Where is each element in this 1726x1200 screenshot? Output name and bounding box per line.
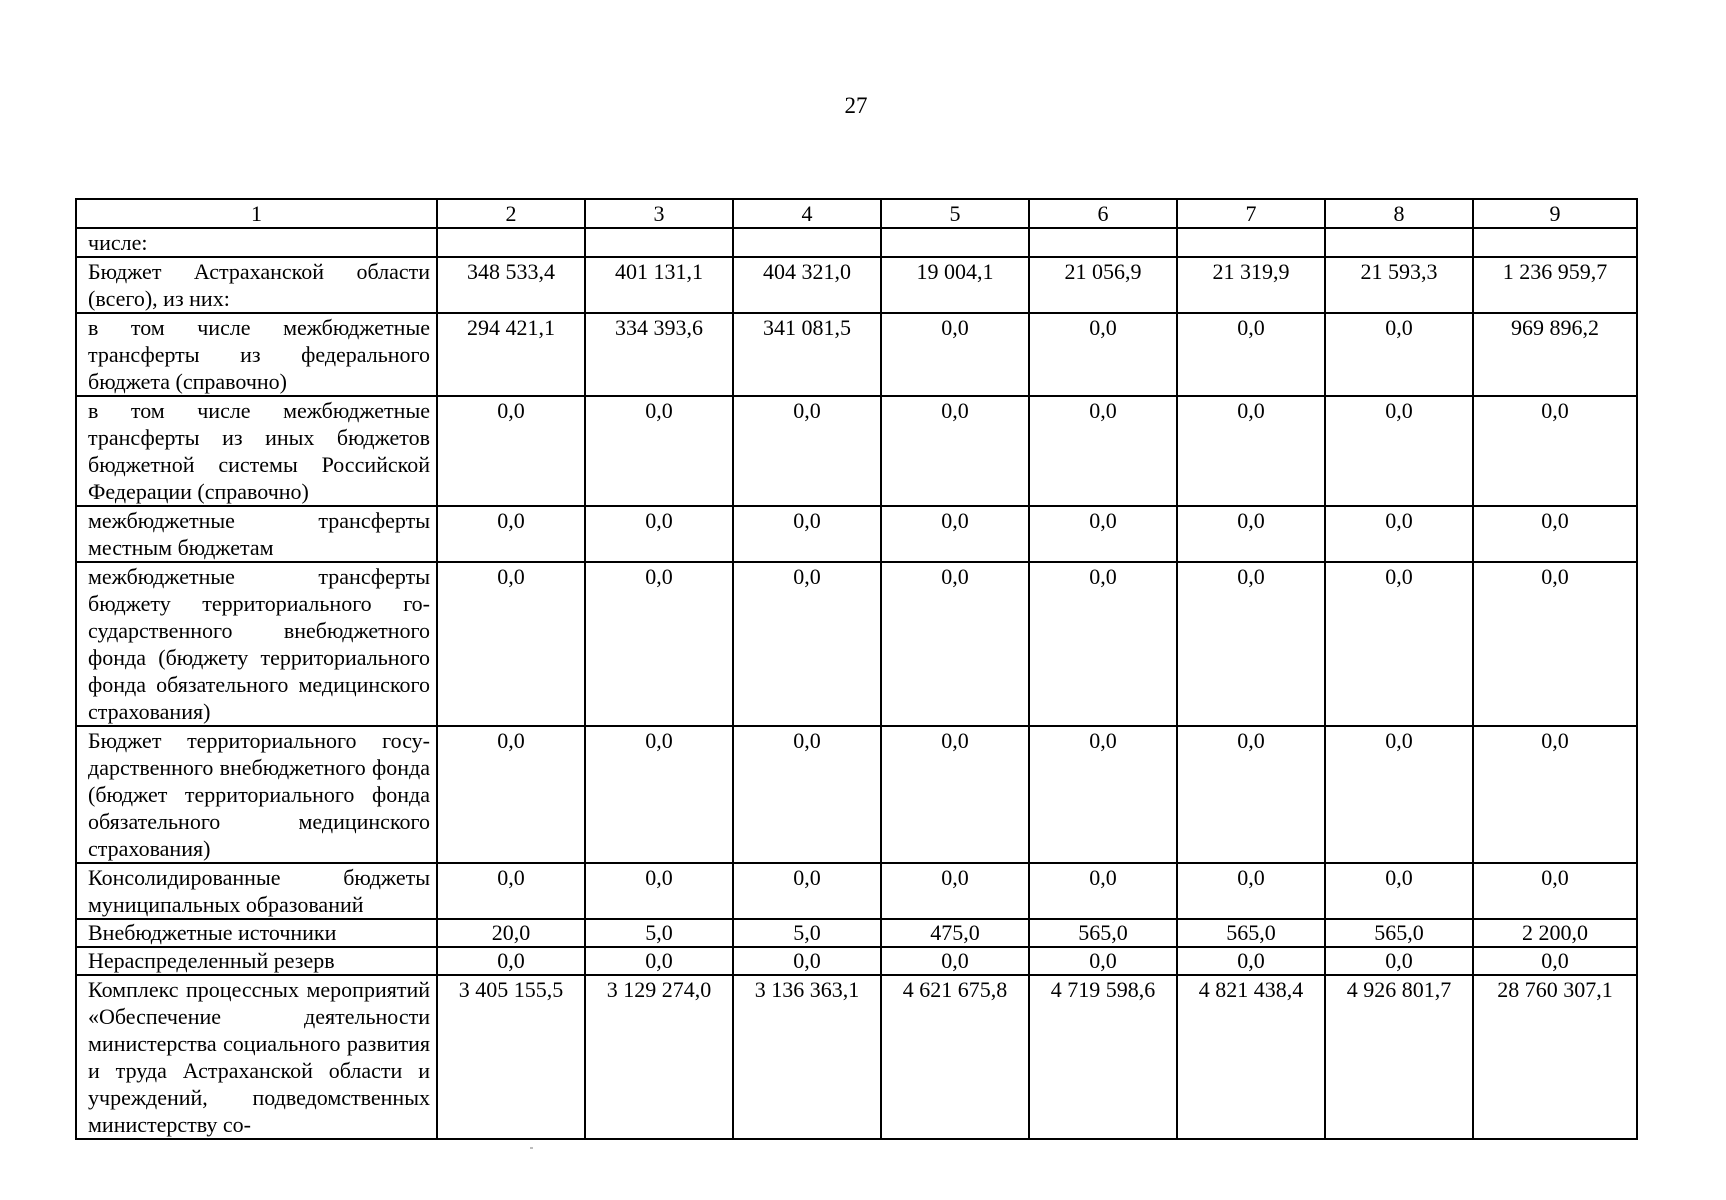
header-row [76,199,1637,228]
cell-value [733,228,881,257]
cell-value: 969 896,2 [1473,313,1637,396]
row-label: числе: [76,228,437,257]
row-label: межбюджетные трансферты бюджету территориального государственного внебюджетного фонда (бюджету территориального фонда обязательного медицинского страхования) [76,562,437,726]
cell-value: 0,0 [437,726,585,863]
cell-value: 2 200,0 [1473,919,1637,947]
cell-value: 0,0 [437,947,585,975]
column-header: 8 [1325,199,1473,228]
table-row [76,947,1637,975]
cell-value: 0,0 [1473,396,1637,506]
cell-value: 0,0 [881,863,1029,919]
table-row [76,257,1637,313]
cell-value: 20,0 [437,919,585,947]
cell-value: 0,0 [1177,863,1325,919]
cell-value: 294 421,1 [437,313,585,396]
cell-value: 0,0 [1325,562,1473,726]
cell-value: 0,0 [1177,562,1325,726]
cell-value: 0,0 [585,947,733,975]
cell-value: 5,0 [585,919,733,947]
cell-value: 28 760 307,1 [1473,975,1637,1139]
table-row [76,506,1637,562]
cell-value: 0,0 [1029,863,1177,919]
cell-value: 0,0 [585,726,733,863]
table-row [76,562,1637,726]
cell-value: 0,0 [881,396,1029,506]
cell-value [1029,228,1177,257]
cell-value: 0,0 [881,726,1029,863]
cell-value: 348 533,4 [437,257,585,313]
column-header: 1 [76,199,437,228]
cell-value: 0,0 [1029,562,1177,726]
cell-value [437,228,585,257]
cell-value: 565,0 [1029,919,1177,947]
cell-value: 4 719 598,6 [1029,975,1177,1139]
row-label: в том числе межбюджетные трансферты из федерального бюджета (справочно) [76,313,437,396]
scan-speck [530,1147,533,1149]
cell-value: 0,0 [881,506,1029,562]
cell-value: 4 621 675,8 [881,975,1029,1139]
cell-value: 21 593,3 [1325,257,1473,313]
cell-value: 0,0 [1473,506,1637,562]
cell-value: 0,0 [1325,396,1473,506]
column-header: 9 [1473,199,1637,228]
cell-value: 19 004,1 [881,257,1029,313]
row-label: Внебюджетные источники [76,919,437,947]
cell-value: 0,0 [1177,726,1325,863]
table-row [76,975,1637,1139]
table-row [76,396,1637,506]
cell-value: 334 393,6 [585,313,733,396]
cell-value: 3 129 274,0 [585,975,733,1139]
cell-value: 0,0 [437,562,585,726]
cell-value: 0,0 [437,506,585,562]
cell-value: 0,0 [881,313,1029,396]
cell-value: 0,0 [1473,947,1637,975]
cell-value: 565,0 [1325,919,1473,947]
cell-value: 0,0 [585,396,733,506]
column-header: 5 [881,199,1029,228]
row-label: Комплекс процессных мероприятий «Обеспечение деятельности министерства социального развития и труда Астраханской области и учреждений, подведомственных министерству со- [76,975,437,1139]
cell-value: 0,0 [733,726,881,863]
cell-value: 0,0 [1029,506,1177,562]
cell-value: 0,0 [437,396,585,506]
cell-value: 0,0 [585,562,733,726]
budget-table [75,198,1638,1140]
cell-value: 565,0 [1177,919,1325,947]
cell-value: 0,0 [1325,726,1473,863]
row-label: в том числе межбюджетные трансферты из иных бюджетов бюджетной системы Российской Федерации (справочно) [76,396,437,506]
cell-value: 0,0 [1177,506,1325,562]
cell-value: 0,0 [1177,396,1325,506]
cell-value: 4 821 438,4 [1177,975,1325,1139]
cell-value: 0,0 [437,863,585,919]
cell-value: 0,0 [1029,313,1177,396]
cell-value: 0,0 [881,562,1029,726]
cell-value: 0,0 [1177,947,1325,975]
cell-value: 475,0 [881,919,1029,947]
cell-value: 0,0 [733,396,881,506]
table-row [76,228,1637,257]
cell-value: 21 319,9 [1177,257,1325,313]
cell-value [585,228,733,257]
cell-value: 0,0 [733,506,881,562]
cell-value: 0,0 [1325,506,1473,562]
cell-value: 5,0 [733,919,881,947]
cell-value: 0,0 [733,947,881,975]
row-label: Нераспределенный резерв [76,947,437,975]
cell-value: 0,0 [1473,726,1637,863]
row-label: Консолидированные бюджеты муниципальных образований [76,863,437,919]
cell-value: 3 405 155,5 [437,975,585,1139]
cell-value: 1 236 959,7 [1473,257,1637,313]
column-header: 7 [1177,199,1325,228]
cell-value: 0,0 [881,947,1029,975]
column-header: 2 [437,199,585,228]
table-row [76,863,1637,919]
cell-value: 0,0 [1029,947,1177,975]
cell-value: 3 136 363,1 [733,975,881,1139]
row-label: межбюджетные трансферты местным бюджетам [76,506,437,562]
cell-value: 401 131,1 [585,257,733,313]
cell-value: 0,0 [733,562,881,726]
cell-value [1473,228,1637,257]
cell-value: 0,0 [1325,313,1473,396]
cell-value: 0,0 [733,863,881,919]
cell-value [881,228,1029,257]
table-row [76,726,1637,863]
cell-value: 0,0 [1473,863,1637,919]
cell-value: 0,0 [1029,396,1177,506]
cell-value: 0,0 [1473,562,1637,726]
table-row [76,313,1637,396]
cell-value: 341 081,5 [733,313,881,396]
cell-value: 4 926 801,7 [1325,975,1473,1139]
cell-value: 0,0 [585,863,733,919]
column-header: 4 [733,199,881,228]
cell-value: 0,0 [585,506,733,562]
table-row [76,919,1637,947]
cell-value: 0,0 [1325,863,1473,919]
cell-value: 0,0 [1325,947,1473,975]
column-header: 3 [585,199,733,228]
cell-value [1325,228,1473,257]
cell-value [1177,228,1325,257]
cell-value: 21 056,9 [1029,257,1177,313]
cell-value: 0,0 [1177,313,1325,396]
page-number: 27 [844,93,868,118]
cell-value: 0,0 [1029,726,1177,863]
cell-value: 404 321,0 [733,257,881,313]
row-label: Бюджет Астраханской области (всего), из них: [76,257,437,313]
column-header: 6 [1029,199,1177,228]
row-label: Бюджет территориального государственного внебюджетного фонда (бюджет территориального фонда обязательного медицинского страхования) [76,726,437,863]
